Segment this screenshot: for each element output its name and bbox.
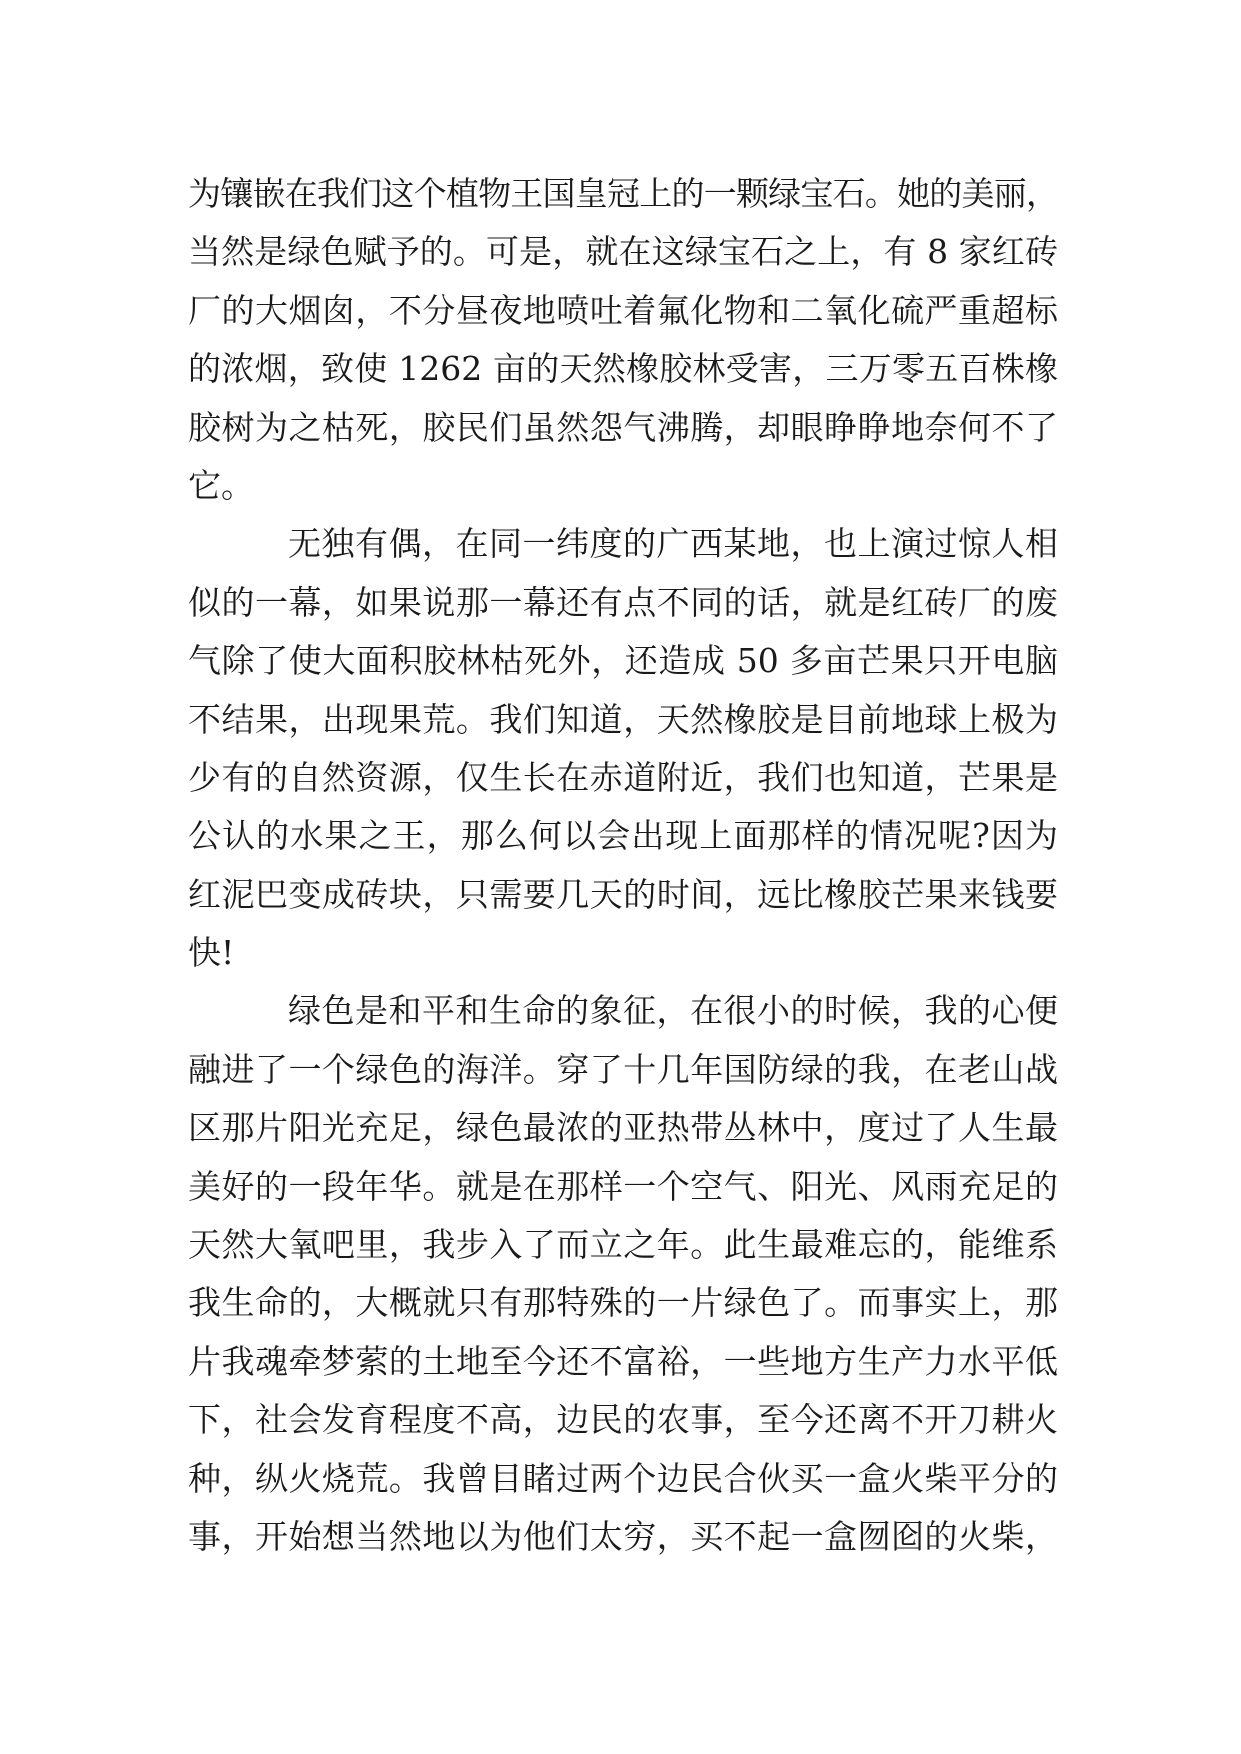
text-line: 公认的水果之王，那么何以会出现上面那样的情况呢?因为: [188, 816, 1058, 856]
text-line: 无独有偶，在同一纬度的广西某地，也上演过惊人相: [288, 524, 1058, 564]
text-line: 下，社会发育程度不高，边民的农事，至今还离不开刀耕火: [188, 1400, 1058, 1440]
paragraph-2: [188, 515, 1058, 982]
text-line: 红泥巴变成砖块，只需要几天的时间，远比橡胶芒果来钱要: [188, 874, 1058, 914]
text-line: 当然是绿色赋予的。可是，就在这绿宝石之上，有 8 家红砖: [188, 232, 1058, 272]
text-line: 绿色是和平和生命的象征，在很小的时候，我的心便: [288, 991, 1058, 1031]
text-line: 它。: [188, 465, 254, 505]
text-line: 天然大氧吧里，我步入了而立之年。此生最难忘的，能维系: [188, 1225, 1058, 1265]
text-line: 厂的大烟囱，不分昼夜地喷吐着氟化物和二氧化硫严重超标: [188, 290, 1058, 330]
text-line: 区那片阳光充足，绿色最浓的亚热带丛林中，度过了人生最: [188, 1108, 1058, 1148]
text-line: 少有的自然资源，仅生长在赤道附近，我们也知道，芒果是: [188, 757, 1058, 797]
text-line: 快!: [188, 933, 235, 973]
text-line: 似的一幕，如果说那一幕还有点不同的话，就是红砖厂的废: [188, 582, 1058, 622]
text-line: 胶树为之枯死，胶民们虽然怨气沸腾，却眼睁睁地奈何不了: [188, 407, 1058, 447]
text-line: 事，开始想当然地以为他们太穷，买不起一盒囫囵的火柴，: [188, 1516, 1058, 1556]
text-line: 片我魂牵梦萦的土地至今还不富裕，一些地方生产力水平低: [188, 1341, 1058, 1381]
text-line: 我生命的，大概就只有那特殊的一片绿色了。而事实上，那: [188, 1283, 1058, 1323]
text-line: 不结果，出现果荒。我们知道，天然橡胶是目前地球上极为: [188, 699, 1058, 739]
text-line: 为镶嵌在我们这个植物王国皇冠上的一颗绿宝石。她的美丽，: [188, 174, 1058, 213]
text-line: 气除了使大面积胶林枯死外，还造成 50 多亩芒果只开电脑: [188, 641, 1058, 681]
text-line: 种，纵火烧荒。我曾目睹过两个边民合伙买一盒火柴平分的: [188, 1458, 1058, 1498]
body-text: [188, 165, 1058, 1566]
paragraph-1: [188, 165, 1058, 515]
text-line: 融进了一个绿色的海洋。穿了十几年国防绿的我，在老山战: [188, 1049, 1058, 1089]
text-line: 的浓烟，致使 1262 亩的天然橡胶林受害，三万零五百株橡: [188, 349, 1058, 389]
text-line: 美好的一段年华。就是在那样一个空气、阳光、风雨充足的: [188, 1166, 1058, 1206]
paragraph-3: [188, 982, 1058, 1566]
